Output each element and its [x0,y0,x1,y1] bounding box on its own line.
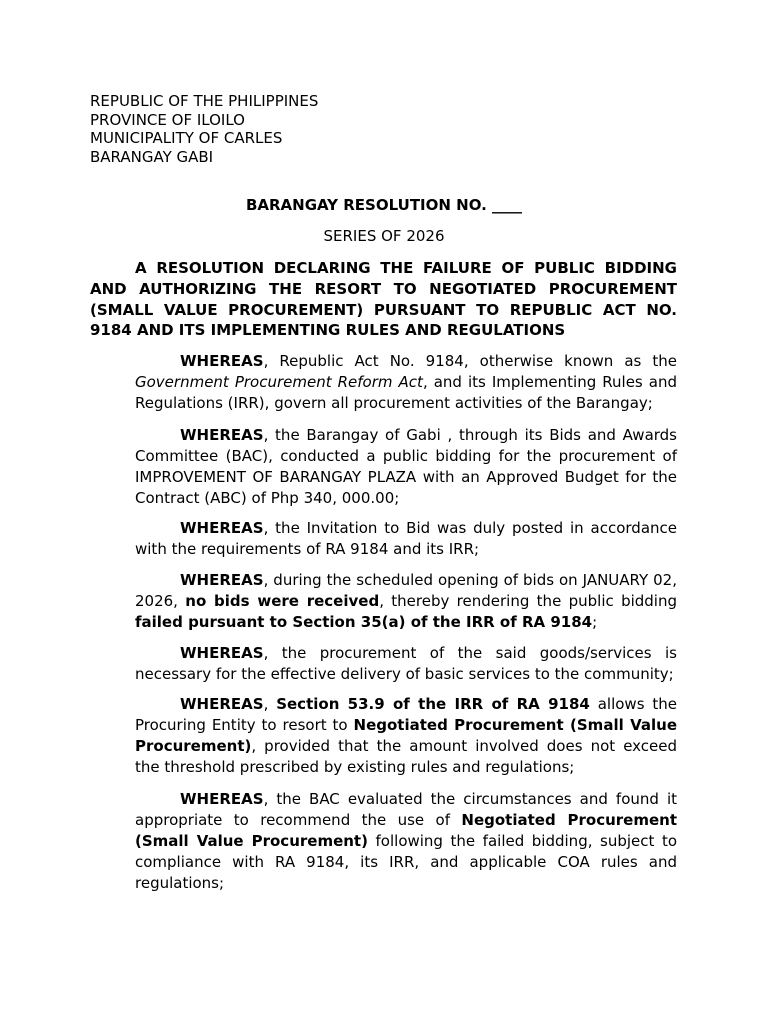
clause-bold-text: failed pursuant to Section 35(a) of the IRR of RA 9184 [135,613,593,631]
clause-bold-text: Section 53.9 of the IRR of RA 9184 [276,695,590,713]
whereas-clause-4 [135,570,677,633]
whereas-clause-6 [135,694,677,778]
whereas-lead: WHEREAS [180,644,264,662]
whereas-clause-3 [135,518,677,560]
whereas-clause-1 [135,351,677,414]
clause-text: , thereby rendering the public bidding [379,592,677,610]
whereas-lead: WHEREAS [180,571,264,589]
whereas-lead: WHEREAS [180,426,264,444]
clause-bold-text: Negotiated Procurement (Small Value Procurement) [135,716,677,755]
resolution-subject-text: A RESOLUTION DECLARING THE FAILURE OF PUBLIC BIDDING AND AUTHORIZING THE RESORT TO NEGOTIATED PROCUREMENT (SMALL VALUE PROCUREMENT) PURSUANT TO REPUBLIC ACT NO. 9184 AND ITS IMPLEMENTING RULES AND REGULATIONS [90,259,677,340]
clause-italic-text: Government Procurement Reform Act [135,373,423,391]
whereas-clause-2 [135,425,677,509]
whereas-clause-7 [135,789,677,894]
clause-text: , the Barangay of Gabi , through its Bids and Awards Committee (BAC), conducted a public bidding for the procurement of IMPROVEMENT OF BARANGAY PLAZA with an Approved Budget for the Contract (ABC) of Php 340, 000.00; [135,426,677,507]
clause-bold-text: Negotiated Procurement (Small Value Procurement) [135,811,678,850]
clause-text: , Republic Act No. 9184, otherwise known as the [263,352,677,370]
clause-text: , provided that the amount involved does not exceed the threshold prescribed by existing rules and regulations; [135,737,677,776]
whereas-lead: WHEREAS [180,695,264,713]
whereas-lead: WHEREAS [180,352,264,370]
clause-text: , the Invitation to Bid was duly posted in accordance with the requirements of RA 9184 and its IRR; [135,519,677,558]
clause-text: , [263,695,277,713]
whereas-clause-5 [135,643,677,685]
clause-text: , the BAC evaluated the circumstances and found it appropriate to recommend the use of [135,790,677,829]
header-country: REPUBLIC OF THE PHILIPPINES [90,92,319,110]
header-province: PROVINCE OF ILOILO [90,110,245,129]
whereas-lead: WHEREAS [180,519,264,537]
clause-text: allows the Procuring Entity to resort to [135,695,677,734]
resolution-subject [90,258,677,341]
clause-text: following the failed bidding, subject to compliance with RA 9184, its IRR, and applicable COA rules and regulations; [135,832,678,892]
header-municipality: MUNICIPALITY OF CARLES [90,129,283,147]
resolution-series: SERIES OF 2026 [323,227,445,245]
header-barangay: BARANGAY GABI [90,147,214,166]
whereas-lead: WHEREAS [180,790,264,808]
clause-text: , the procurement of the said goods/services is necessary for the effective delivery of basic services to the community; [135,644,677,683]
clause-text: , during the scheduled opening of bids on JANUARY 02, 2026, [135,571,677,610]
resolution-title: BARANGAY RESOLUTION NO. ____ [245,196,523,214]
clause-bold-text: no bids were received [185,592,380,610]
clause-text: , and its Implementing Rules and Regulations (IRR), govern all procurement activities of the Barangay; [135,373,677,412]
document-header [90,92,318,166]
clause-text: ; [592,613,598,631]
